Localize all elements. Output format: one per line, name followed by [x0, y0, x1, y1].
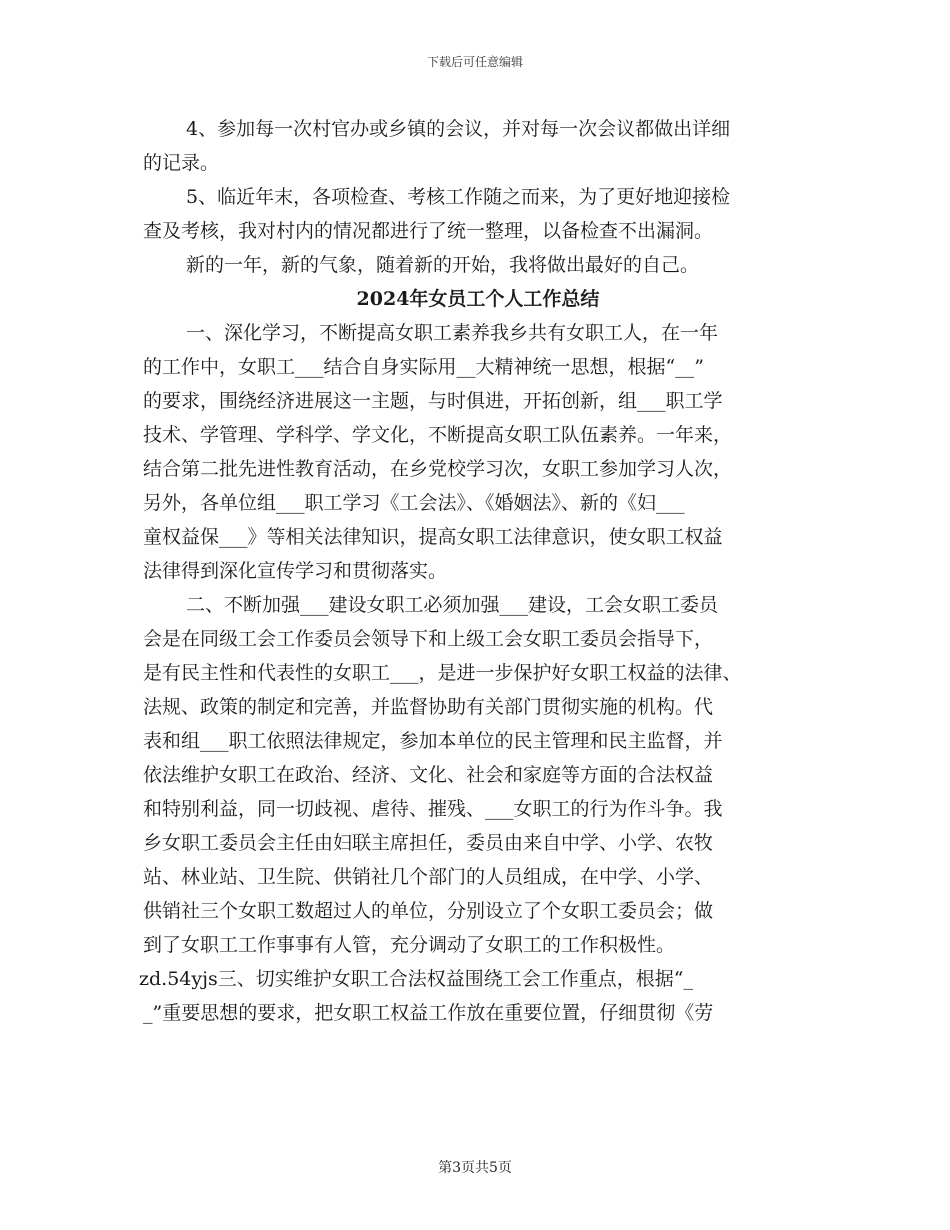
- page-header: 下载后可任意编辑: [426, 55, 523, 69]
- page-footer: 第3页共5页: [438, 1160, 512, 1176]
- paragraph-line: 到了女职工工作事事有人管，充分调动了女职工的工作积极性。: [143, 934, 676, 956]
- paragraph-line: 另外，各单位组___职工学习《工会法》、《婚姻法》、新的《妇___: [143, 492, 685, 514]
- paragraph-line: 和特别利益，同一切歧视、虐待、摧残、___女职工的行为作斗争。我: [143, 798, 723, 820]
- paragraph-line: 乡女职工委员会主任由妇联主席担任，委员由来自中学、小学、农牧: [143, 832, 714, 854]
- paragraph-line: 的工作中，女职工___结合自身实际用__大精神统一思想，根据“__”: [143, 356, 704, 378]
- paragraph-line: 新的一年，新的气象，随着新的开始，我将做出最好的自己。: [186, 254, 700, 276]
- paragraph-line: 是有民主性和代表性的女职工___，是进一步保护好女职工权益的法律、: [143, 662, 742, 684]
- paragraph-line: 的记录。: [143, 152, 220, 174]
- paragraph-line: 会是在同级工会工作委员会领导下和上级工会女职工委员会指导下，: [143, 628, 714, 650]
- paragraph-line: 查及考核，我对村内的情况都进行了统一整理，以备检查不出漏洞。: [143, 220, 714, 242]
- paragraph-line: 4、参加每一次村官办或乡镇的会议，并对每一次会议都做出详细: [186, 118, 731, 140]
- paragraph-line: 一、深化学习，不断提高女职工素养我乡共有女职工人，在一年: [186, 322, 719, 344]
- paragraph-line: zd.54yjs三、切实维护女职工合法权益围绕工会工作重点，根据“_: [139, 968, 693, 990]
- paragraph-line: 依法维护女职工在政治、经济、文化、社会和家庭等方面的合法权益: [143, 764, 714, 786]
- paragraph-line: 技术、学管理、学科学、学文化，不断提高女职工队伍素养。一年来，: [143, 424, 733, 446]
- document-body: [139, 112, 813, 1030]
- paragraph-line: 二、不断加强___建设女职工必须加强___建设，工会女职工委员: [186, 594, 719, 616]
- paragraph-line: 的要求，围绕经济进展这一主题，与时俱进，开拓创新，组___职工学: [143, 390, 723, 412]
- paragraph-line: 结合第二批先进性教育活动，在乡党校学习次，女职工参加学习人次，: [143, 458, 733, 480]
- section-title: 2024年女员工个人工作总结: [356, 288, 600, 310]
- paragraph-line: 法律得到深化宣传学习和贯彻落实。: [143, 560, 448, 582]
- paragraph-line: 站、林业站、卫生院、供销社几个部门的人员组成，在中学、小学、: [143, 866, 714, 888]
- paragraph-line: _”重要思想的要求，把女职工权益工作放在重要位置，仔细贯彻《劳: [143, 1002, 714, 1024]
- paragraph-line: 供销社三个女职工数超过人的单位，分别设立了个女职工委员会；做: [143, 900, 714, 922]
- paragraph-line: 5、临近年末，各项检查、考核工作随之而来，为了更好地迎接检: [186, 186, 731, 208]
- paragraph-line: 表和组___职工依照法律规定，参加本单位的民主管理和民主监督，并: [143, 730, 723, 752]
- paragraph-line: 法规、政策的制定和完善，并监督协助有关部门贯彻实施的机构。代: [143, 696, 714, 718]
- paragraph-line: 童权益保___》等相关法律知识，提高女职工法律意识，使女职工权益: [143, 526, 723, 548]
